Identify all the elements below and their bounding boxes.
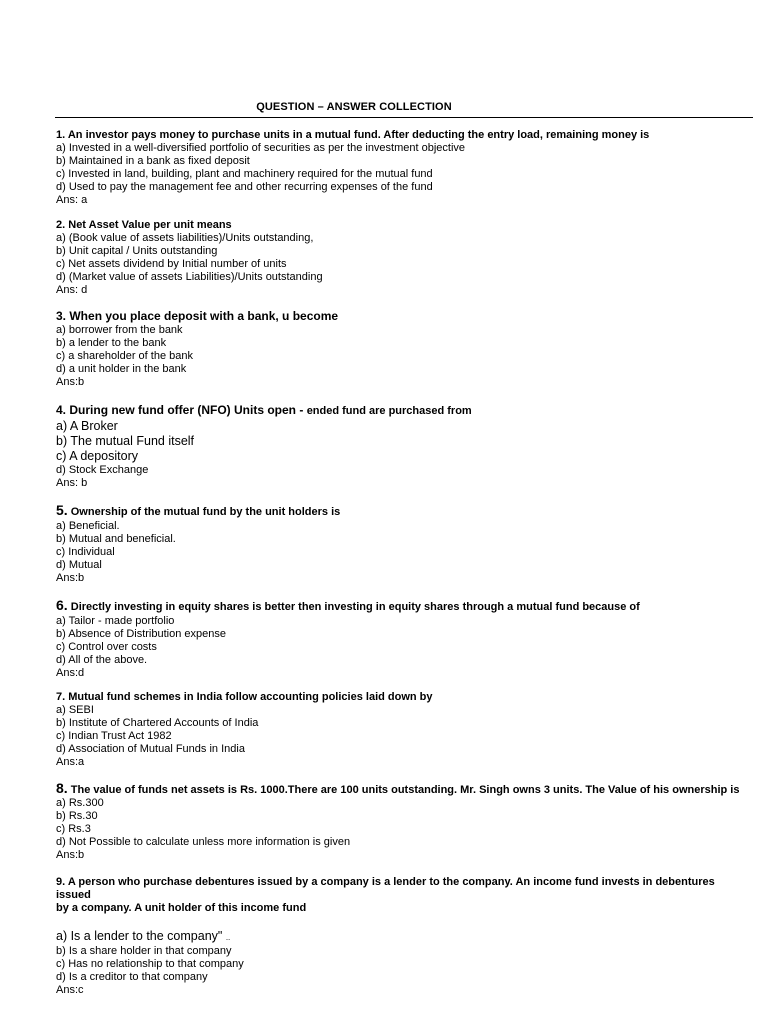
answer: Ans:b <box>56 572 85 584</box>
answer: Ans:d <box>56 667 85 679</box>
question-number: 2. <box>56 219 66 231</box>
option-a-tail: .. <box>225 933 231 942</box>
question-9 <box>56 876 746 997</box>
question-7 <box>56 691 746 769</box>
question-7-text <box>56 691 746 704</box>
option-a: a) Tailor - made portfolio <box>56 615 175 627</box>
question-1-text <box>56 129 746 142</box>
option-b: b) Rs.30 <box>56 810 98 822</box>
option-a: a) borrower from the bank <box>56 324 183 336</box>
question-6 <box>56 597 746 680</box>
question-stem: Net Asset Value per unit means <box>68 219 232 231</box>
option-a: a) Beneficial. <box>56 520 120 532</box>
option-d: d) Is a creditor to that company <box>56 971 208 983</box>
question-stem: The value of funds net assets is Rs. 1000.There are 100 units outstanding. Mr. Singh owns 3 units. The Value of his ownership is <box>70 784 740 796</box>
option-a: a) SEBI <box>56 704 94 716</box>
option-b: b) The mutual Fund itself <box>56 434 195 448</box>
question-number: 3. <box>56 309 67 323</box>
option-b: b) Absence of Distribution expense <box>56 628 226 640</box>
answer: Ans: d <box>56 284 88 296</box>
question-number: 4. <box>56 403 67 417</box>
option-b: b) Unit capital / Units outstanding <box>56 245 218 257</box>
option-c: c) Net assets dividend by Initial number of units <box>56 258 287 270</box>
option-c: c) Rs.3 <box>56 823 91 835</box>
option-a: a) A Broker <box>56 419 118 433</box>
option-a: a) Rs.300 <box>56 797 104 809</box>
option-b: b) Mutual and beneficial. <box>56 533 176 545</box>
question-stem: Directly investing in equity shares is better then investing in equity shares through a mutual fund because of <box>70 601 640 613</box>
question-stem: Ownership of the mutual fund by the unit holders is <box>70 506 341 518</box>
option-c: c) a shareholder of the bank <box>56 350 193 362</box>
answer: Ans: a <box>56 194 88 206</box>
question-number: 9. <box>56 876 66 888</box>
question-number: 8. <box>56 780 68 796</box>
option-a <box>56 929 746 945</box>
answer: Ans:b <box>56 849 85 861</box>
option-b: b) Maintained in a bank as fixed deposit <box>56 155 250 167</box>
option-d: d) Mutual <box>56 559 102 571</box>
answer: Ans: b <box>56 477 88 489</box>
answer: Ans:b <box>56 376 85 388</box>
option-d: d) a unit holder in the bank <box>56 363 187 375</box>
option-d: d) All of the above. <box>56 654 148 666</box>
question-stem: During new fund offer (NFO) Units open - <box>69 403 304 417</box>
question-9-text-line2: by a company. A unit holder of this income fund <box>56 902 307 914</box>
question-stem: An investor pays money to purchase units in a mutual fund. After deducting the entry load, remaining money is <box>67 129 650 141</box>
option-c: c) Individual <box>56 546 115 558</box>
question-stem: Mutual fund schemes in India follow accounting policies laid down by <box>68 691 433 703</box>
option-c: c) Invested in land, building, plant and machinery required for the mutual fund <box>56 168 433 180</box>
option-c: c) Indian Trust Act 1982 <box>56 730 172 742</box>
option-b: b) a lender to the bank <box>56 337 167 349</box>
option-d: d) Association of Mutual Funds in India <box>56 743 245 755</box>
option-a: a) Invested in a well-diversified portfolio of securities as per the investment objective <box>56 142 466 154</box>
question-stem: A person who purchase debentures issued by a company is a lender to the company. An income fund invests in debentures issued <box>56 876 715 901</box>
question-8-text <box>56 781 746 797</box>
question-3-text <box>56 309 746 324</box>
answer: Ans:c <box>56 984 84 996</box>
question-5-text <box>56 502 746 520</box>
question-number: 6. <box>56 597 68 613</box>
question-3 <box>56 309 746 389</box>
question-stem: When you place deposit with a bank, u become <box>69 309 339 323</box>
option-d: d) Used to pay the management fee and other recurring expenses of the fund <box>56 181 433 193</box>
option-c: c) A depository <box>56 449 138 463</box>
option-c: c) Has no relationship to that company <box>56 958 244 970</box>
question-4 <box>56 403 746 490</box>
option-d: d) (Market value of assets Liabilities)/Units outstanding <box>56 271 323 283</box>
option-b: b) Institute of Chartered Accounts of India <box>56 717 259 729</box>
question-9-text <box>56 876 746 902</box>
question-4-text <box>56 403 746 419</box>
question-list <box>56 129 746 997</box>
title-rule <box>55 117 753 118</box>
question-number: 1. <box>56 129 66 141</box>
answer: Ans:a <box>56 756 85 768</box>
question-6-text <box>56 597 746 615</box>
question-2 <box>56 219 746 297</box>
question-1 <box>56 129 746 207</box>
option-a: a) (Book value of assets liabilities)/Units outstanding, <box>56 232 314 244</box>
page-title: QUESTION – ANSWER COLLECTION <box>256 101 452 113</box>
option-b: b) Is a share holder in that company <box>56 945 232 957</box>
option-d: d) Stock Exchange <box>56 464 149 476</box>
question-number: 7. <box>56 691 66 703</box>
question-5 <box>56 502 746 585</box>
option-c: c) Control over costs <box>56 641 157 653</box>
question-8 <box>56 781 746 862</box>
option-d: d) Not Possible to calculate unless more information is given <box>56 836 351 848</box>
question-stem-suffix: ended fund are purchased from <box>306 405 472 417</box>
option-a-text: a) Is a lender to the company" <box>56 929 223 943</box>
question-2-text <box>56 219 746 232</box>
question-number: 5. <box>56 502 68 518</box>
